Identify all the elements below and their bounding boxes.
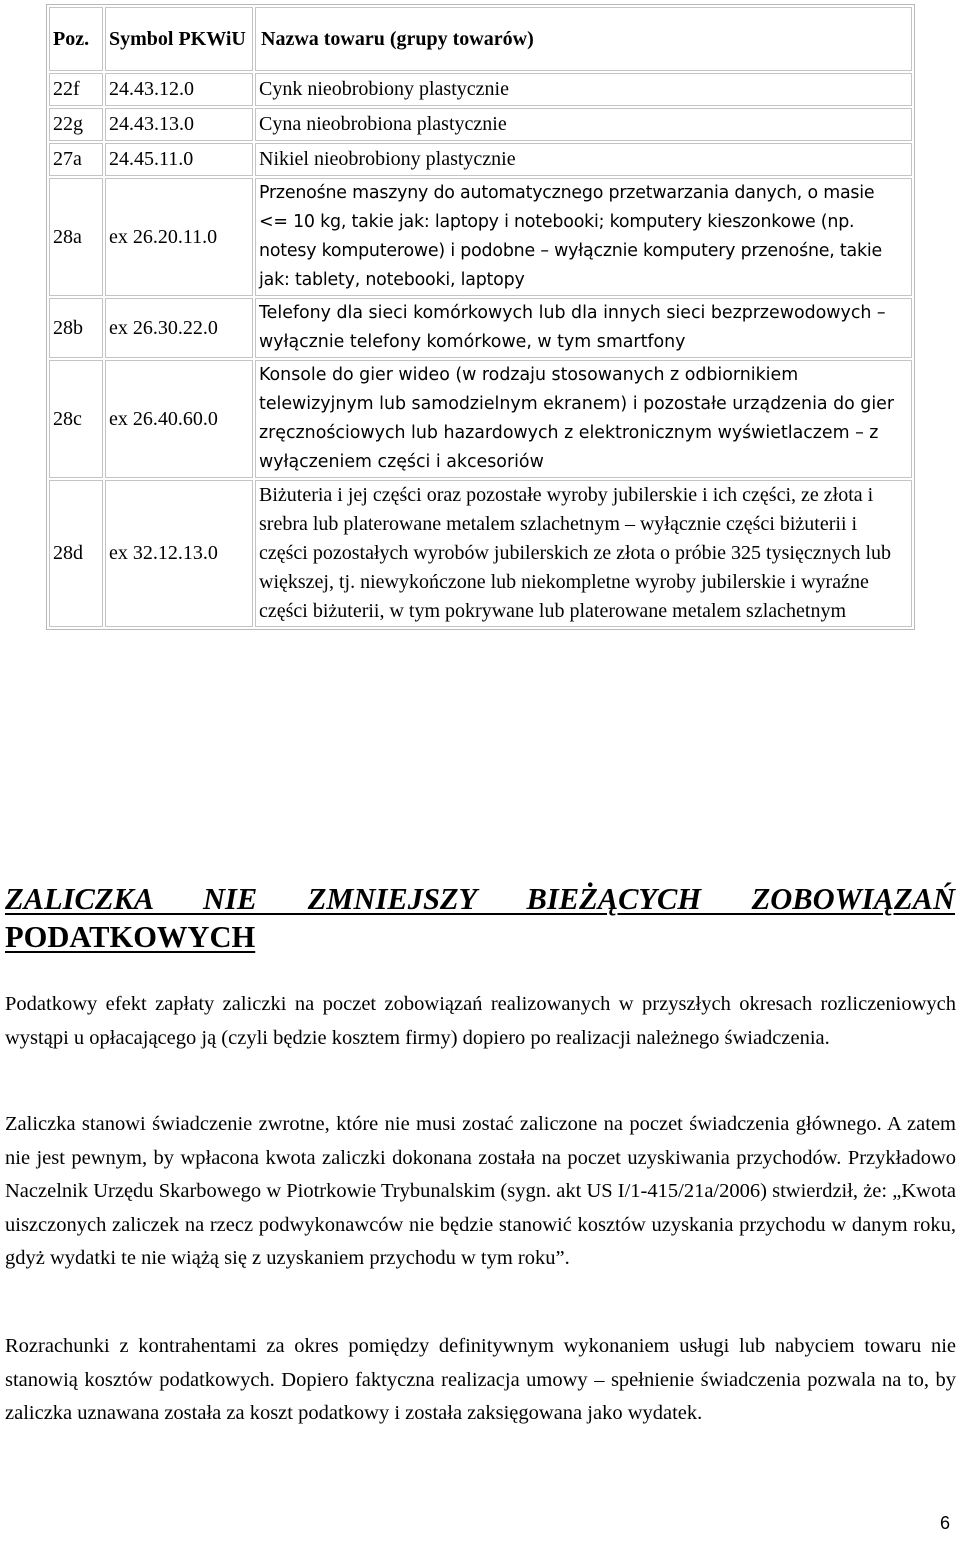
section-title-line1: ZALICZKA NIE ZMNIEJSZY BIEŻĄCYCH ZOBOWIĄZAŃ <box>5 882 955 916</box>
goods-table <box>46 4 915 630</box>
table-row <box>49 73 912 106</box>
table-row <box>49 108 912 141</box>
header-symbol-text: Symbol PKWiU <box>109 28 246 50</box>
cell-symbol: ex 26.40.60.0 <box>105 360 253 478</box>
paragraph: Zaliczka stanowi świadczenie zwrotne, które nie musi zostać zaliczone na poczet świadczenia głównego. A zatem nie jest pewnym, by wpłacona kwota zaliczki dokonana została na poczet uzyskiwania przychodów. Przykładowo Naczelnik Urzędu Skarbowego w Piotrkowie Trybunalskim (sygn. akt US I/1-415/21a/2006) stwierdził, że: „Kwota uiszczonych zaliczek na rzecz podwykonawców nie będzie stanowić kosztów uzyskania przychodu w danym roku, gdyż wydatki te nie wiążą się z uzyskaniem przychodu w tym roku”. <box>5 1113 956 1269</box>
cell-poz: 27a <box>49 143 103 176</box>
cell-symbol: ex 26.30.22.0 <box>105 298 253 358</box>
table-header-row <box>49 7 912 71</box>
cell-poz: 22g <box>49 108 103 141</box>
table-row <box>49 480 912 627</box>
paragraph: Rozrachunki z kontrahentami za okres pomiędzy definitywnym wykonaniem usługi lub nabyciem towaru nie stanowią kosztów podatkowych. Dopiero faktyczna realizacja umowy – spełnienie świadczenia pozwala na to, by zaliczka uznawana została za koszt podatkowy i została zaksięgowana jako wydatek. <box>5 1335 956 1424</box>
page-number: 6 <box>939 1513 950 1533</box>
section-title <box>5 880 955 956</box>
cell-symbol: ex 32.12.13.0 <box>105 480 253 627</box>
cell-name: Biżuteria i jej części oraz pozostałe wyroby jubilerskie i ich części, ze złota i srebra lub platerowane metalem szlachetnym – wyłącznie części biżuterii i części pozostałych wyrobów jubilerskich ze złota o próbie 325 tysięcznych lub większej, tj. niewykończone lub niekompletne wyroby jubilerskie i wyraźne części biżuterii, w tym pokrywane lub platerowane metalem szlachetnym <box>255 480 912 627</box>
cell-poz: 28d <box>49 480 103 627</box>
header-name: Nazwa towaru (grupy towarów) <box>255 7 912 71</box>
cell-symbol: 24.43.12.0 <box>105 73 253 106</box>
header-symbol <box>105 7 253 71</box>
cell-poz: 22f <box>49 73 103 106</box>
cell-poz: 28b <box>49 298 103 358</box>
cell-name: Nikiel nieobrobiony plastycznie <box>255 143 912 176</box>
paragraph: Podatkowy efekt zapłaty zaliczki na poczet zobowiązań realizowanych w przyszłych okresach rozliczeniowych wystąpi u opłacającego ją (czyli będzie kosztem firmy) dopiero po realizacji należnego świadczenia. <box>5 993 956 1049</box>
cell-symbol: 24.43.13.0 <box>105 108 253 141</box>
cell-name: Telefony dla sieci komórkowych lub dla innych sieci bezprzewodowych – wyłącznie telefony komórkowe, w tym smartfony <box>255 298 912 358</box>
cell-name: Cynk nieobrobiony plastycznie <box>255 73 912 106</box>
cell-name: Konsole do gier wideo (w rodzaju stosowanych z odbiornikiem telewizyjnym lub samodzielnym ekranem) i pozostałe urządzenia do gier zręcznościowych lub hazardowych z elektronicznym wyświetlaczem – z wyłączeniem części i akcesoriów <box>255 360 912 478</box>
cell-poz: 28c <box>49 360 103 478</box>
header-poz: Poz. <box>49 7 103 71</box>
cell-poz: 28a <box>49 178 103 296</box>
cell-symbol: ex 26.20.11.0 <box>105 178 253 296</box>
table-row <box>49 360 912 478</box>
table-row <box>49 143 912 176</box>
cell-name: Cyna nieobrobiona plastycznie <box>255 108 912 141</box>
section-title-line2: PODATKOWYCH <box>5 920 256 954</box>
cell-name: Przenośne maszyny do automatycznego przetwarzania danych, o masie <= 10 kg, takie jak: laptopy i notebooki; komputery kieszonkowe (np. notesy komputerowe) i podobne – wyłącznie komputery przenośne, takie jak: tablety, notebooki, laptopy <box>255 178 912 296</box>
cell-symbol: 24.45.11.0 <box>105 143 253 176</box>
table-row <box>49 178 912 296</box>
table-row <box>49 298 912 358</box>
